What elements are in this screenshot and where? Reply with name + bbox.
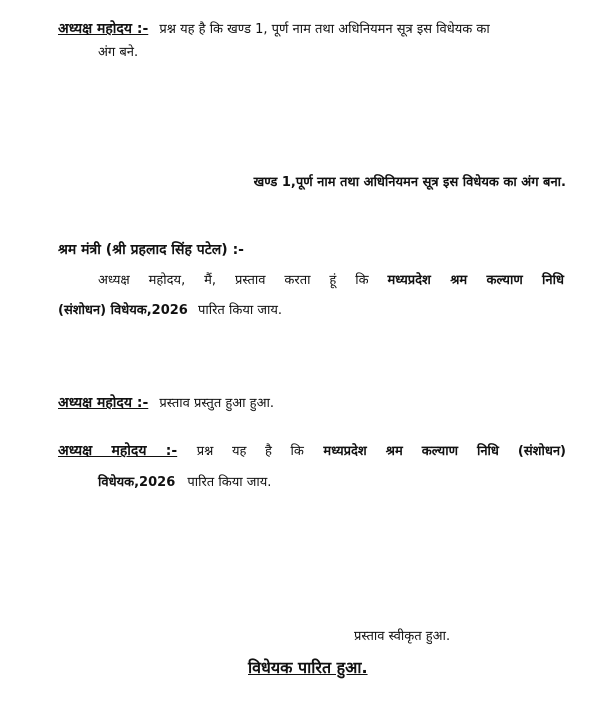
speech-chair-3-line2 xyxy=(98,472,271,490)
bill-name-continued: विधेयक,2026 xyxy=(98,475,176,490)
speaker-label: अध्यक्ष महोदय :- xyxy=(58,443,178,459)
bill-name-continued: (संशोधन) विधेयक,2026 xyxy=(58,303,188,318)
speech-chair-2 xyxy=(58,392,274,412)
bill-name: मध्यप्रदेश श्रम कल्याण निधि xyxy=(387,273,564,288)
speech-text: प्रश्न यह है कि खण्ड 1, पूर्ण नाम तथा अधिनियमन सूत्र इस विधेयक का xyxy=(159,22,490,37)
bill-passed-heading: विधेयक पारित हुआ. xyxy=(248,658,368,677)
speech-chair-3 xyxy=(58,440,566,460)
speech-text: प्रश्न यह है कि xyxy=(196,444,304,459)
minister-motion-line2 xyxy=(58,300,282,318)
speaker-label: अध्यक्ष महोदय :- xyxy=(58,395,149,411)
motion-text: अध्यक्ष महोदय, मैं, प्रस्ताव करता हूं कि xyxy=(98,273,369,288)
speech-text-end: पारित किया जाय. xyxy=(187,475,272,490)
speech-text: प्रस्ताव प्रस्तुत हुआ हुआ. xyxy=(159,396,274,411)
speaker-label: अध्यक्ष महोदय :- xyxy=(58,21,149,37)
speech-chair-1 xyxy=(58,18,568,38)
speech-text-continued: अंग बने. xyxy=(98,45,139,60)
bill-name: मध्यप्रदेश श्रम कल्याण निधि (संशोधन) xyxy=(323,444,566,459)
motion-text-end: पारित किया जाय. xyxy=(198,303,283,318)
clause-passed-note: खण्ड 1,पूर्ण नाम तथा अधिनियमन सूत्र इस विधेयक का अंग बना. xyxy=(253,175,566,190)
minister-motion-line1 xyxy=(98,270,564,288)
speaker-minister: श्रम मंत्री (श्री प्रहलाद सिंह पटेल) :- xyxy=(58,242,244,258)
motion-accepted-note: प्रस्ताव स्वीकृत हुआ. xyxy=(354,629,451,644)
